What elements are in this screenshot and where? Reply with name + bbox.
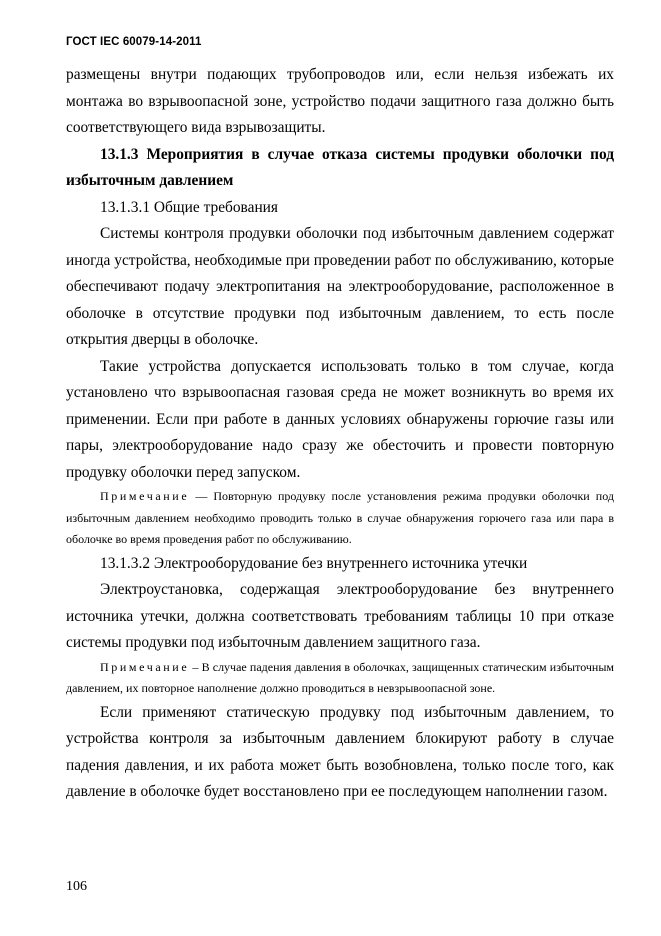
note-label: Примечание <box>100 489 190 503</box>
standard-code-header: ГОСТ IEC 60079-14-2011 <box>66 36 202 48</box>
note-pressure-drop <box>66 657 614 700</box>
paragraph-electrical-installation: Электроустановка, содержащая электрооборудование без внутреннего источника утечки, должна соответствовать требованиям таблицы 10 при отказе системы продувки под избыточным давлением защитного газа. <box>66 581 614 651</box>
section-heading-13-1-3: 13.1.3 Мероприятия в случае отказа системы продувки оболочки под избыточным давлением <box>66 145 614 189</box>
subsection-heading-13-1-3-2: 13.1.3.2 Электрооборудование без внутреннего источника утечки <box>100 554 528 572</box>
paragraph-systems-control: Системы контроля продувки оболочки под избыточным давлением содержат иногда устройства, необходимые при проведении работ по обслуживанию, которые обеспечивают подачу электропитания на электрооборудование, расположенное в оболочке в отсутствие продувки под избыточным давлением, то есть после открытия дверцы в оболочке. <box>66 225 614 348</box>
paragraph-static-purge: Если применяют статическую продувку под избыточным давлением, то устройства контроля за избыточным давлением блокируют работу в случае падения давления, и их работа может быть возобновлена, только после того, как давление в оболочке будет восстановлено при ее последующем наполнении газом. <box>66 703 614 800</box>
note-text: – В случае падения давления в оболочках, защищенных статическим избыточным давлением, их повторное наполнение должно проводиться в невзрывоопасной зоне. <box>66 659 614 695</box>
note-repeat-purge <box>66 486 614 551</box>
document-body <box>66 62 614 806</box>
subsection-heading-13-1-3-1: 13.1.3.1 Общие требования <box>100 198 278 216</box>
page-number: 106 <box>66 879 87 894</box>
note-text: — Повторную продувку после установления режима продувки оболочки под избыточным давлением необходимо проводить только в случае обнаружения горючего газа или пара в оболочке во время проведения работ по обслуживанию. <box>66 489 614 546</box>
paragraph-devices-usage: Такие устройства допускается использовать только в том случае, когда установлено что взрывоопасная газовая среда не может возникнуть во время их применении. Если при работе в данных условиях обнаружены горючие газы или пары, электрооборудование надо сразу же обесточить и провести повторную продувку оболочки перед запуском. <box>66 357 614 481</box>
note-label: Примечание <box>100 659 190 674</box>
paragraph-continuation: размещены внутри подающих трубопроводов или, если нельзя избежать их монтажа во взрывоопасной зоне, устройство подачи защитного газа должно быть соответствующего вида взрывозащиты. <box>66 66 614 136</box>
